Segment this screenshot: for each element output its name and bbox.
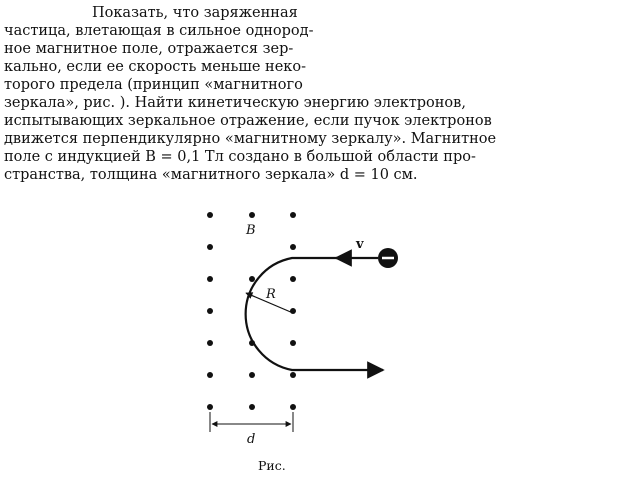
field-dot bbox=[290, 276, 296, 282]
field-dot bbox=[290, 404, 296, 410]
field-dot bbox=[290, 212, 296, 218]
electron-trajectory bbox=[246, 258, 383, 370]
field-dot bbox=[207, 340, 213, 346]
problem-line: испытывающих зеркальное отражение, если пучок электронов bbox=[4, 113, 492, 129]
problem-line: частица, влетающая в сильное однород- bbox=[4, 23, 314, 39]
problem-line: Показать, что заряженная bbox=[92, 5, 298, 21]
field-label-B: B bbox=[246, 223, 256, 238]
problem-line: зеркала», рис. ). Найти кинетическую энергию электронов, bbox=[4, 95, 466, 111]
velocity-label: v bbox=[356, 237, 364, 252]
field-dot bbox=[207, 212, 213, 218]
field-dot bbox=[249, 276, 255, 282]
field-dot bbox=[207, 372, 213, 378]
field-dot bbox=[207, 308, 213, 314]
field-dot bbox=[207, 404, 213, 410]
figure-caption: Рис. bbox=[258, 458, 286, 473]
problem-line: ное магнитное поле, отражается зер- bbox=[4, 41, 294, 57]
field-dot bbox=[290, 372, 296, 378]
thickness-dimension bbox=[210, 412, 293, 432]
thickness-label: d bbox=[247, 432, 256, 447]
field-dot bbox=[249, 404, 255, 410]
problem-line: поле с индукцией B = 0,1 Тл создано в большой области про- bbox=[4, 149, 476, 165]
field-dot bbox=[290, 340, 296, 346]
problem-line: торого предела (принцип «магнитного bbox=[4, 77, 303, 93]
field-dot bbox=[290, 244, 296, 250]
field-dot bbox=[249, 212, 255, 218]
field-dot bbox=[290, 308, 296, 314]
field-dot bbox=[249, 372, 255, 378]
problem-line: движется перпендикулярно «магнитному зеркалу». Магнитное bbox=[4, 131, 497, 147]
magnetic-field-dots bbox=[207, 212, 296, 410]
field-dot bbox=[207, 244, 213, 250]
problem-line: странства, толщина «магнитного зеркала» d = 10 см. bbox=[4, 167, 418, 183]
radius-label: R bbox=[266, 287, 276, 302]
problem-line: кально, если ее скорость меньше неко- bbox=[4, 59, 306, 75]
electron bbox=[378, 248, 398, 268]
field-dot bbox=[207, 276, 213, 282]
